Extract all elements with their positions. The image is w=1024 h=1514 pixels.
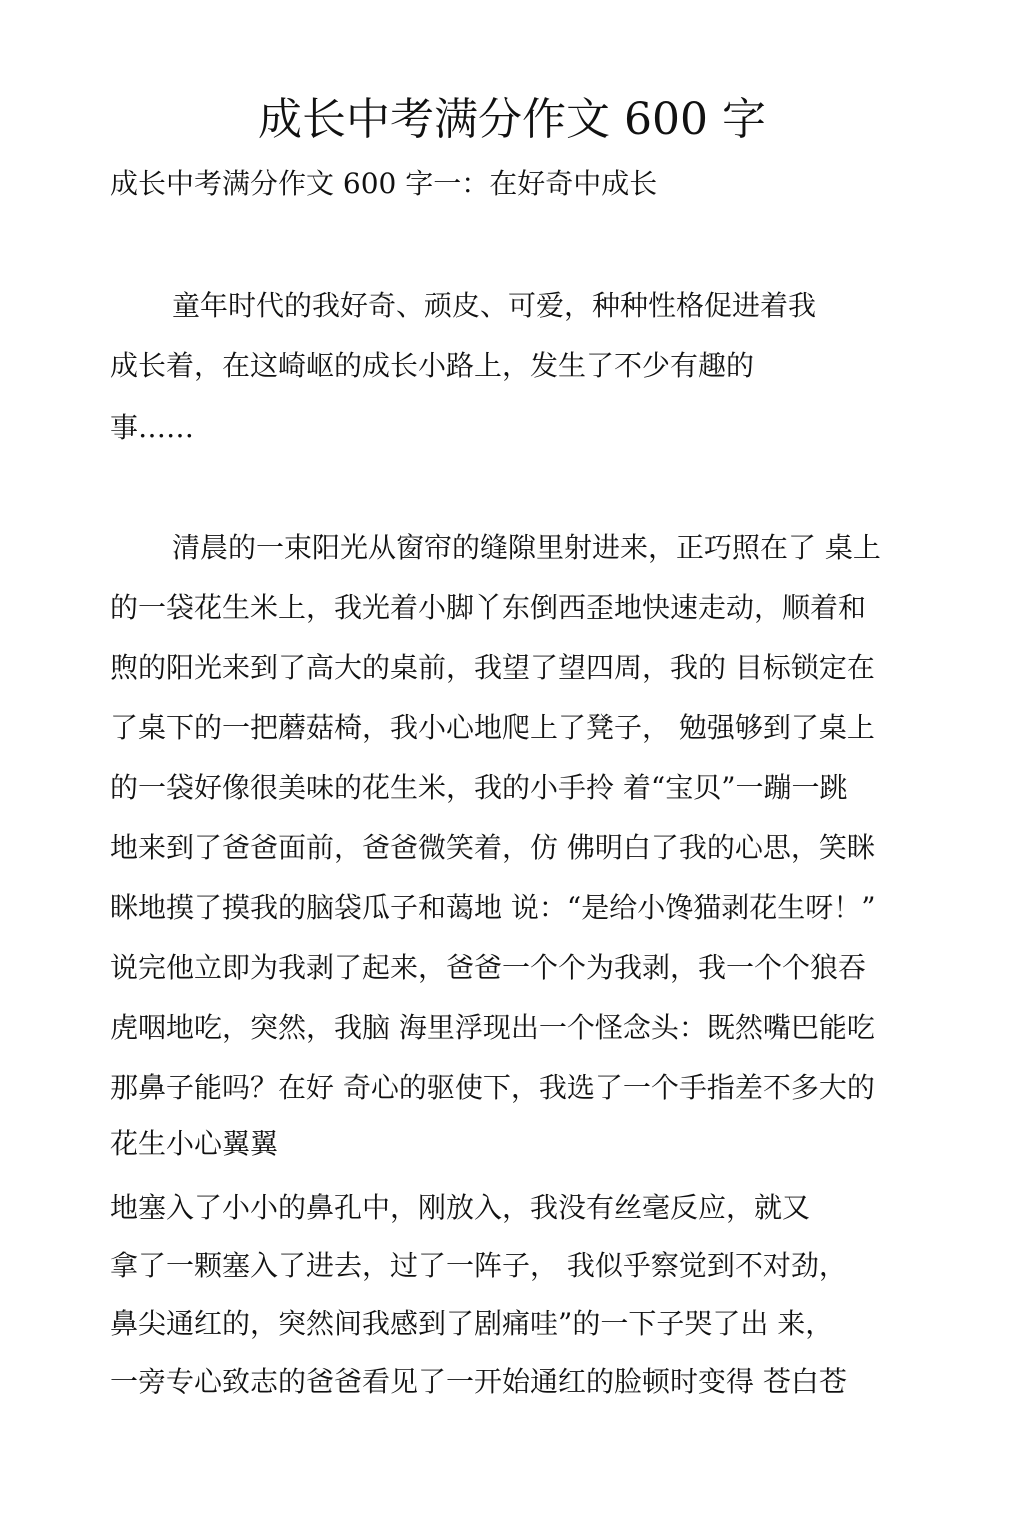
paragraph-line: 清晨的一束阳光从窗帘的缝隙里射进来，正巧照在了 桌上 — [172, 531, 881, 564]
paragraph-line: 的一袋好像很美味的花生米，我的小手拎 着“宝贝”一蹦一跳 — [110, 771, 848, 804]
paragraph-line: 地塞入了小小的鼻孔中，刚放入，我没有丝毫反应，就又 — [110, 1191, 811, 1224]
paragraph-line: 的一袋花生米上，我光着小脚丫东倒西歪地快速走动，顺着和 — [110, 591, 867, 624]
paragraph-line: 花生小心翼翼 — [110, 1127, 279, 1160]
paragraph-line: 童年时代的我好奇、顽皮、可爱，种种性格促进着我 — [172, 289, 817, 322]
document-title: 成长中考满分作文 600 字 — [258, 94, 766, 145]
paragraph-line: 那鼻子能吗？在好 奇心的驱使下，我选了一个手指差不多大的 — [110, 1071, 875, 1104]
paragraph-line: 事…… — [110, 411, 195, 444]
paragraph-line: 拿了一颗塞入了进去，过了一阵子， 我似乎察觉到不对劲， — [110, 1249, 847, 1282]
paragraph-line: 虎咽地吃，突然，我脑 海里浮现出一个怪念头：既然嘴巴能吃 — [110, 1011, 875, 1044]
paragraph-line: 地来到了爸爸面前，爸爸微笑着，仿 佛明白了我的心思，笑眯 — [110, 831, 875, 864]
document-subtitle: 成长中考满分作文 600 字一：在好奇中成长 — [110, 167, 658, 200]
paragraph-line: 鼻尖通红的，突然间我感到了剧痛哇”的一下子哭了出 来， — [110, 1307, 834, 1340]
paragraph-line: 成长着，在这崎岖的成长小路上，发生了不少有趣的 — [110, 349, 755, 382]
paragraph-line: 煦的阳光来到了高大的桌前，我望了望四周，我的 目标锁定在 — [110, 651, 875, 684]
paragraph-line: 一旁专心致志的爸爸看见了一开始通红的脸顿时变得 苍白苍 — [110, 1365, 847, 1398]
paragraph-line: 了桌下的一把蘑菇椅，我小心地爬上了凳子， 勉强够到了桌上 — [110, 711, 875, 744]
paragraph-line: 说完他立即为我剥了起来，爸爸一个个为我剥，我一个个狼吞 — [110, 951, 867, 984]
paragraph-line: 眯地摸了摸我的脑袋瓜子和蔼地 说：“是给小馋猫剥花生呀！” — [110, 891, 876, 924]
